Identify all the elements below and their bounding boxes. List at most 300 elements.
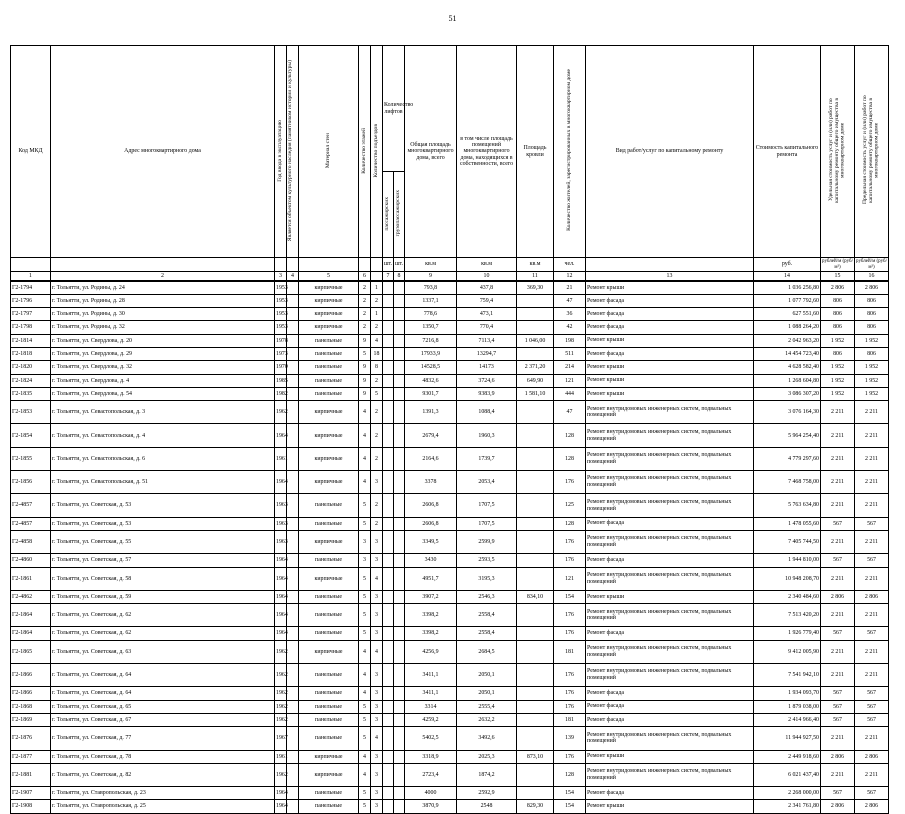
cell-work: Ремонт внутридомовых инженерных систем, подвальных помещений <box>586 401 754 424</box>
cell-cost: 3 086 307,20 <box>754 387 821 400</box>
cell-material: кирпичные <box>299 401 359 424</box>
table-row <box>11 664 889 687</box>
col-floors: Количество этажей <box>359 46 371 258</box>
cell-unit-cost: 567 <box>821 700 855 713</box>
cell-entrances: 3 <box>371 471 383 494</box>
cell-unit-cost: 806 <box>821 321 855 334</box>
table-row <box>11 727 889 750</box>
cell-floors: 5 <box>359 517 371 530</box>
cell-unit-cost: 2 211 <box>821 401 855 424</box>
cell-entrances: 2 <box>371 424 383 447</box>
cell-material: панельные <box>299 347 359 360</box>
cell-lifts-cargo <box>394 308 405 321</box>
column-number: 3 <box>275 272 287 282</box>
cell-floors: 9 <box>359 374 371 387</box>
cell-entrances: 3 <box>371 687 383 700</box>
cell-code: Г2-1798 <box>11 321 51 334</box>
cell-work: Ремонт внутридомовых инженерных систем, подвальных помещений <box>586 567 754 590</box>
table-row <box>11 401 889 424</box>
cell-residents: 128 <box>554 447 586 470</box>
cell-address: г. Тольятти, ул. Ставропольская, д. 25 <box>51 800 275 813</box>
cell-roof <box>517 627 554 640</box>
cell-lifts-pass <box>383 334 394 347</box>
cell-max-cost: 2 806 <box>855 800 889 813</box>
cell-residents: 121 <box>554 374 586 387</box>
cell-area-owned: 2050,1 <box>457 664 517 687</box>
col-entrances: Количество подъездов <box>371 46 383 258</box>
cell-work: Ремонт внутридомовых инженерных систем, подвальных помещений <box>586 471 754 494</box>
unit-label: рублей/м (руб/м²) <box>822 259 853 270</box>
cell-entrances: 4 <box>371 727 383 750</box>
table-row <box>11 494 889 517</box>
cell-roof <box>517 294 554 307</box>
cell-area-total: 4000 <box>405 787 457 800</box>
cell-unit-cost: 2 211 <box>821 494 855 517</box>
cell-unit-cost: 567 <box>821 787 855 800</box>
cell-code: Г2-1877 <box>11 750 51 763</box>
cell-cost: 7 513 420,20 <box>754 604 821 627</box>
cell-area-total: 1391,3 <box>405 401 457 424</box>
cell-area-owned: 9383,9 <box>457 387 517 400</box>
col-heritage: Является объектом культурного наследия (памятником истории и культуры) <box>287 46 299 258</box>
cell-area-total: 3411,1 <box>405 687 457 700</box>
cell-work: Ремонт крыши <box>586 387 754 400</box>
col-max-cost: Предельная стоимость услуг и (или) работ по капитальному ремонту общего имущества в многоквартирном доме <box>855 46 889 258</box>
cell-max-cost: 806 <box>855 347 889 360</box>
cell-entrances: 3 <box>371 627 383 640</box>
cell-work: Ремонт внутридомовых инженерных систем, подвальных помещений <box>586 640 754 663</box>
cell-lifts-pass <box>383 281 394 294</box>
cell-area-owned: 14173 <box>457 361 517 374</box>
cell-floors: 4 <box>359 401 371 424</box>
cell-area-total: 17933,9 <box>405 347 457 360</box>
cell-material: кирпичные <box>299 281 359 294</box>
cell-floors: 5 <box>359 590 371 603</box>
cell-cost: 1 077 792,60 <box>754 294 821 307</box>
cell-entrances: 5 <box>371 387 383 400</box>
cell-material: панельные <box>299 517 359 530</box>
cell-cost: 1 088 264,20 <box>754 321 821 334</box>
cell-area-total: 4259,2 <box>405 713 457 726</box>
cell-year: 1964 <box>275 471 287 494</box>
cell-year: 1967 <box>275 727 287 750</box>
cell-address: г. Тольятти, ул. Свердлова, д. 4 <box>51 374 275 387</box>
cell-year: 1970 <box>275 361 287 374</box>
cell-area-total: 4832,6 <box>405 374 457 387</box>
cell-area-owned: 13294,7 <box>457 347 517 360</box>
cell-residents: 121 <box>554 567 586 590</box>
cell-lifts-pass <box>383 763 394 786</box>
cell-roof <box>517 640 554 663</box>
cell-address: г. Тольятти, ул. Советская, д. 63 <box>51 640 275 663</box>
cell-work: Ремонт крыши <box>586 374 754 387</box>
cell-heritage <box>287 424 299 447</box>
cell-max-cost: 567 <box>855 627 889 640</box>
cell-max-cost: 2 211 <box>855 604 889 627</box>
cell-max-cost: 567 <box>855 687 889 700</box>
col-cost: Стоимость капитального ремонта <box>754 46 821 258</box>
cell-code: Г2-1856 <box>11 471 51 494</box>
cell-area-total: 3411,1 <box>405 664 457 687</box>
cell-lifts-cargo <box>394 401 405 424</box>
header-row <box>11 46 889 172</box>
cell-heritage <box>287 727 299 750</box>
cell-heritage <box>287 308 299 321</box>
cell-roof <box>517 763 554 786</box>
cell-max-cost: 2 211 <box>855 471 889 494</box>
cell-unit-cost: 1 952 <box>821 334 855 347</box>
table-row <box>11 361 889 374</box>
cell-area-total: 14528,5 <box>405 361 457 374</box>
cell-floors: 2 <box>359 321 371 334</box>
cell-entrances: 2 <box>371 401 383 424</box>
cell-unit-cost: 2 806 <box>821 800 855 813</box>
cell-code: Г2-1868 <box>11 700 51 713</box>
cell-unit-cost: 567 <box>821 713 855 726</box>
cell-address: г. Тольятти, ул. Советская, д. 64 <box>51 664 275 687</box>
cell-lifts-pass <box>383 308 394 321</box>
cell-area-owned: 2546,3 <box>457 590 517 603</box>
cell-heritage <box>287 281 299 294</box>
table-row <box>11 640 889 663</box>
cell-max-cost: 567 <box>855 713 889 726</box>
table-row <box>11 750 889 763</box>
cell-year: 1978 <box>275 334 287 347</box>
column-number: 9 <box>405 272 457 282</box>
table-row <box>11 374 889 387</box>
cell-material: панельные <box>299 713 359 726</box>
cell-heritage <box>287 361 299 374</box>
cell-material: панельные <box>299 554 359 567</box>
cell-max-cost: 2 211 <box>855 763 889 786</box>
cell-year: 1962 <box>275 700 287 713</box>
cell-max-cost: 1 952 <box>855 387 889 400</box>
cell-address: г. Тольятти, ул. Советская, д. 57 <box>51 554 275 567</box>
cell-residents: 176 <box>554 471 586 494</box>
cell-code: Г2-4857 <box>11 494 51 517</box>
cell-floors: 9 <box>359 387 371 400</box>
cell-residents: 176 <box>554 687 586 700</box>
cell-area-owned: 1707,5 <box>457 494 517 517</box>
cell-area-owned: 2050,1 <box>457 687 517 700</box>
cell-area-total: 5402,5 <box>405 727 457 750</box>
cell-material: кирпичные <box>299 763 359 786</box>
cell-address: г. Тольятти, ул. Советская, д. 77 <box>51 727 275 750</box>
cell-material: панельные <box>299 664 359 687</box>
cell-max-cost: 2 211 <box>855 424 889 447</box>
cell-lifts-pass <box>383 664 394 687</box>
cell-code: Г2-1907 <box>11 787 51 800</box>
cell-year: 1962 <box>275 640 287 663</box>
cell-residents: 181 <box>554 640 586 663</box>
cell-roof <box>517 567 554 590</box>
cell-cost: 2 042 963,20 <box>754 334 821 347</box>
cell-max-cost: 567 <box>855 700 889 713</box>
cell-area-owned: 2599,9 <box>457 530 517 553</box>
cell-code: Г2-1866 <box>11 687 51 700</box>
cell-heritage <box>287 530 299 553</box>
cell-code: Г2-1796 <box>11 294 51 307</box>
cell-unit-cost: 2 211 <box>821 447 855 470</box>
cell-max-cost: 2 211 <box>855 401 889 424</box>
cell-roof <box>517 308 554 321</box>
cell-year: 1964 <box>275 567 287 590</box>
cell-floors: 5 <box>359 713 371 726</box>
cell-area-owned: 2592,9 <box>457 787 517 800</box>
cell-cost: 7 405 744,50 <box>754 530 821 553</box>
cell-cost: 1 934 093,70 <box>754 687 821 700</box>
cell-floors: 5 <box>359 700 371 713</box>
table-row <box>11 627 889 640</box>
cell-floors: 2 <box>359 281 371 294</box>
cell-entrances: 2 <box>371 294 383 307</box>
cell-code: Г2-1881 <box>11 763 51 786</box>
cell-max-cost: 567 <box>855 517 889 530</box>
unit-label: кв.м <box>517 258 554 272</box>
cell-lifts-cargo <box>394 387 405 400</box>
col-material: Материал стен <box>299 46 359 258</box>
cell-heritage <box>287 800 299 813</box>
cell-code: Г2-4860 <box>11 554 51 567</box>
cell-area-total: 3398,2 <box>405 604 457 627</box>
cell-max-cost: 2 211 <box>855 567 889 590</box>
cell-cost: 1 879 038,00 <box>754 700 821 713</box>
cell-residents: 47 <box>554 294 586 307</box>
table-row <box>11 424 889 447</box>
cell-floors: 5 <box>359 347 371 360</box>
cell-code: Г2-1869 <box>11 713 51 726</box>
cell-unit-cost: 567 <box>821 517 855 530</box>
cell-work: Ремонт фасада <box>586 627 754 640</box>
table-row <box>11 517 889 530</box>
cell-unit-cost: 2 211 <box>821 604 855 627</box>
cell-residents: 176 <box>554 627 586 640</box>
cell-floors: 9 <box>359 361 371 374</box>
cell-residents: 176 <box>554 700 586 713</box>
table-row <box>11 590 889 603</box>
cell-entrances: 3 <box>371 664 383 687</box>
cell-work: Ремонт внутридомовых инженерных систем, подвальных помещений <box>586 447 754 470</box>
column-number: 10 <box>457 272 517 282</box>
capital-repair-table <box>10 45 889 814</box>
cell-area-owned: 2593,5 <box>457 554 517 567</box>
col-unit-cost: Удельная стоимость услуг и (или) работ по капитальному ремонту общего имущества в многоквартирном доме <box>821 46 855 258</box>
cell-material: панельные <box>299 494 359 517</box>
cell-cost: 6 021 437,40 <box>754 763 821 786</box>
cell-lifts-cargo <box>394 321 405 334</box>
cell-work: Ремонт фасада <box>586 294 754 307</box>
cell-code: Г2-4858 <box>11 530 51 553</box>
table-row <box>11 321 889 334</box>
cell-lifts-pass <box>383 361 394 374</box>
cell-lifts-pass <box>383 800 394 813</box>
table-row <box>11 387 889 400</box>
cell-roof <box>517 530 554 553</box>
cell-code: Г2-1866 <box>11 664 51 687</box>
cell-area-total: 2164,6 <box>405 447 457 470</box>
cell-cost: 5 763 634,80 <box>754 494 821 517</box>
cell-work: Ремонт внутридомовых инженерных систем, подвальных помещений <box>586 530 754 553</box>
cell-address: г. Тольятти, ул. Советская, д. 62 <box>51 627 275 640</box>
cell-year: 1962 <box>275 763 287 786</box>
cell-entrances: 3 <box>371 700 383 713</box>
cell-entrances: 2 <box>371 517 383 530</box>
cell-cost: 1 944 810,00 <box>754 554 821 567</box>
cell-work: Ремонт фасада <box>586 347 754 360</box>
column-number: 12 <box>554 272 586 282</box>
column-numbers-row <box>11 272 889 282</box>
cell-unit-cost: 806 <box>821 347 855 360</box>
cell-max-cost: 806 <box>855 308 889 321</box>
column-number: 8 <box>394 272 405 282</box>
cell-max-cost: 567 <box>855 554 889 567</box>
cell-max-cost: 2 806 <box>855 281 889 294</box>
cell-code: Г2-1865 <box>11 640 51 663</box>
table-row <box>11 554 889 567</box>
cell-lifts-cargo <box>394 627 405 640</box>
cell-cost: 1 478 055,60 <box>754 517 821 530</box>
cell-residents: 128 <box>554 763 586 786</box>
cell-floors: 2 <box>359 294 371 307</box>
cell-year: 1964 <box>275 554 287 567</box>
cell-entrances: 3 <box>371 713 383 726</box>
cell-heritage <box>287 471 299 494</box>
cell-material: кирпичные <box>299 321 359 334</box>
table-row <box>11 800 889 813</box>
cell-area-owned: 7113,4 <box>457 334 517 347</box>
cell-unit-cost: 567 <box>821 554 855 567</box>
cell-unit-cost: 2 806 <box>821 750 855 763</box>
cell-residents: 36 <box>554 308 586 321</box>
cell-residents: 176 <box>554 530 586 553</box>
cell-residents: 181 <box>554 713 586 726</box>
cell-residents: 154 <box>554 800 586 813</box>
cell-code: Г2-4862 <box>11 590 51 603</box>
cell-unit-cost: 2 211 <box>821 567 855 590</box>
cell-roof: 873,10 <box>517 750 554 763</box>
cell-lifts-cargo <box>394 294 405 307</box>
cell-lifts-cargo <box>394 640 405 663</box>
cell-roof <box>517 664 554 687</box>
cell-residents: 198 <box>554 334 586 347</box>
cell-lifts-pass <box>383 347 394 360</box>
cell-unit-cost: 2 211 <box>821 664 855 687</box>
cell-floors: 2 <box>359 308 371 321</box>
cell-address: г. Тольятти, ул. Советская, д. 78 <box>51 750 275 763</box>
cell-area-owned: 473,1 <box>457 308 517 321</box>
table-row <box>11 567 889 590</box>
cell-material: панельные <box>299 627 359 640</box>
cell-lifts-pass <box>383 321 394 334</box>
cell-unit-cost: 806 <box>821 308 855 321</box>
cell-unit-cost: 2 211 <box>821 471 855 494</box>
cell-lifts-pass <box>383 471 394 494</box>
cell-heritage <box>287 494 299 517</box>
cell-residents: 214 <box>554 361 586 374</box>
cell-lifts-pass <box>383 294 394 307</box>
cell-max-cost: 2 211 <box>855 640 889 663</box>
cell-work: Ремонт внутридомовых инженерных систем, подвальных помещений <box>586 604 754 627</box>
cell-residents: 128 <box>554 517 586 530</box>
cell-lifts-cargo <box>394 424 405 447</box>
cell-area-total: 9301,7 <box>405 387 457 400</box>
col-residents: Количество жителей, зарегистрированных в многоквартирном доме <box>554 46 586 258</box>
column-number: 6 <box>359 272 371 282</box>
cell-year: 1953 <box>275 321 287 334</box>
cell-year: 1964 <box>275 787 287 800</box>
cell-heritage <box>287 604 299 627</box>
cell-address: г. Тольятти, ул. Севастопольская, д. 51 <box>51 471 275 494</box>
cell-area-owned: 1874,2 <box>457 763 517 786</box>
cell-area-owned: 759,4 <box>457 294 517 307</box>
cell-unit-cost: 2 211 <box>821 530 855 553</box>
cell-entrances: 2 <box>371 374 383 387</box>
cell-address: г. Тольятти, ул. Севастопольская, д. 3 <box>51 401 275 424</box>
cell-year: 1964 <box>275 604 287 627</box>
cell-work: Ремонт фасада <box>586 713 754 726</box>
cell-floors: 4 <box>359 750 371 763</box>
cell-cost: 5 964 254,40 <box>754 424 821 447</box>
cell-lifts-cargo <box>394 750 405 763</box>
cell-lifts-cargo <box>394 590 405 603</box>
cell-address: г. Тольятти, ул. Свердлова, д. 54 <box>51 387 275 400</box>
cell-floors: 5 <box>359 567 371 590</box>
cell-area-total: 4951,7 <box>405 567 457 590</box>
column-number: 14 <box>754 272 821 282</box>
cell-roof <box>517 727 554 750</box>
cell-heritage <box>287 567 299 590</box>
column-number: 1 <box>11 272 51 282</box>
cell-floors: 4 <box>359 664 371 687</box>
cell-code: Г2-1814 <box>11 334 51 347</box>
column-number: 5 <box>299 272 359 282</box>
table-row <box>11 447 889 470</box>
cell-lifts-pass <box>383 590 394 603</box>
cell-material: панельные <box>299 727 359 750</box>
cell-cost: 1 926 779,40 <box>754 627 821 640</box>
cell-work: Ремонт фасада <box>586 787 754 800</box>
cell-code: Г2-1864 <box>11 604 51 627</box>
cell-year: 1964 <box>275 800 287 813</box>
cell-area-total: 3318,9 <box>405 750 457 763</box>
cell-address: г. Тольятти, ул. Севастопольская, д. 6 <box>51 447 275 470</box>
cell-lifts-pass <box>383 517 394 530</box>
cell-code: Г2-1908 <box>11 800 51 813</box>
cell-area-total: 1337,1 <box>405 294 457 307</box>
cell-address: г. Тольятти, ул. Свердлова, д. 29 <box>51 347 275 360</box>
cell-entrances: 3 <box>371 800 383 813</box>
cell-area-total: 3870,9 <box>405 800 457 813</box>
cell-heritage <box>287 401 299 424</box>
cell-lifts-pass <box>383 530 394 553</box>
cell-residents: 511 <box>554 347 586 360</box>
cell-heritage <box>287 750 299 763</box>
cell-work: Ремонт внутридомовых инженерных систем, подвальных помещений <box>586 424 754 447</box>
cell-residents: 444 <box>554 387 586 400</box>
cell-entrances: 3 <box>371 604 383 627</box>
cell-area-owned: 437,8 <box>457 281 517 294</box>
cell-lifts-cargo <box>394 700 405 713</box>
cell-work: Ремонт фасада <box>586 687 754 700</box>
cell-address: г. Тольятти, ул. Советская, д. 62 <box>51 604 275 627</box>
cell-heritage <box>287 700 299 713</box>
column-number: 15 <box>821 272 855 282</box>
cell-year: 1964 <box>275 590 287 603</box>
cell-floors: 4 <box>359 640 371 663</box>
cell-unit-cost: 1 952 <box>821 387 855 400</box>
cell-address: г. Тольятти, ул. Родины, д. 30 <box>51 308 275 321</box>
cell-entrances: 3 <box>371 750 383 763</box>
